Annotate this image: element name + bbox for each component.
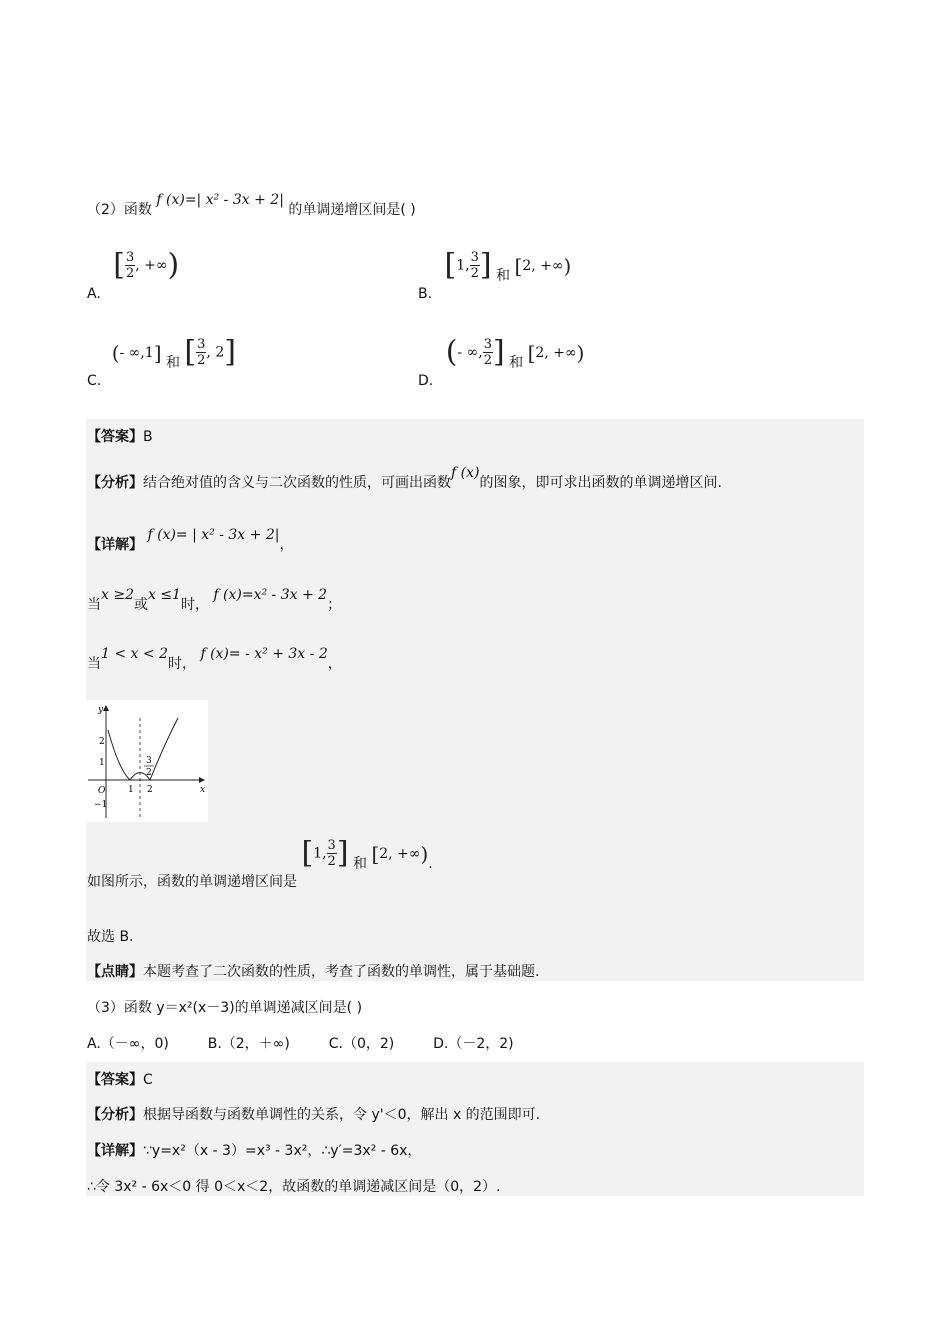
analysis-fx: f (x) <box>451 465 480 481</box>
conclusion-end: . <box>428 855 433 872</box>
analysis-text: 根据导函数与函数单调性的关系，令 y'＜0，解出 x 的范围即可. <box>143 1107 541 1123</box>
case1-time: 时， <box>180 597 209 613</box>
q3-option-b[interactable]: B.（2，＋∞) <box>207 1036 290 1052</box>
option-b-interval2: [2, +∞) <box>514 253 572 278</box>
case2-cond: 1 < x < 2 <box>101 646 168 662</box>
option-c-conj: 和 <box>165 354 180 371</box>
case2-formula: f (x)= - x² + 3x - 2 <box>200 646 328 662</box>
option-a-interval: [ $\frac{3}{2}$ , +∞) <box>113 247 180 283</box>
comment-text: 本题考查了二次函数的性质，考查了函数的单调性，属于基础题. <box>143 964 540 980</box>
option-label: C. <box>87 372 102 389</box>
q2-option-b[interactable] <box>418 247 572 302</box>
case2-end: ， <box>327 656 342 672</box>
option-c-interval1: (- ∞,1] <box>111 340 162 365</box>
x-tick-2: 2 <box>147 785 153 795</box>
option-b-interval1: [1, $\frac{3}{2}$ ] <box>444 247 492 283</box>
case1-end: ； <box>327 597 342 613</box>
analysis-text-2: 的图象，即可求出函数的单调递增区间. <box>479 475 722 491</box>
q2-conclusion: 如图所示，函数的单调递增区间是 [1, $\frac{3}{2}$ ] 和 [2, +∞). <box>87 835 433 890</box>
y-tick-2: 2 <box>99 737 105 747</box>
option-d-conj: 和 <box>509 354 524 371</box>
q2-case-2 <box>87 646 342 673</box>
conclusion-text: 如图所示，函数的单调递增区间是 <box>87 873 297 890</box>
q2-stem <box>87 192 416 219</box>
detail-tag: 【详解】 <box>87 1143 143 1159</box>
case1-cond2: x ≤1 <box>147 587 181 603</box>
function-graph <box>86 700 208 822</box>
detail-comma: ， <box>279 537 294 553</box>
option-label: A. <box>87 285 101 302</box>
q3-option-d[interactable]: D.（－2，2) <box>433 1036 514 1052</box>
q2-answer <box>87 426 153 446</box>
q2-option-d[interactable] <box>418 334 585 389</box>
option-label: D. <box>418 372 434 389</box>
case1-cond1: x ≥2 <box>101 587 134 603</box>
detail-formula: f (x)= | x² - 3x + 2| <box>147 527 280 543</box>
case1-formula: f (x)=x² - 3x + 2 <box>213 587 328 603</box>
q2-case-1 <box>87 587 342 614</box>
y-tick-1: 1 <box>99 758 105 768</box>
option-b-conj: 和 <box>496 267 511 284</box>
frac-num: 3 <box>146 756 152 766</box>
frac-den: 2 <box>146 768 152 778</box>
option-d-interval1: (- ∞, $\frac{3}{2}$ ] <box>445 334 505 370</box>
case1-when: 当 <box>87 597 101 613</box>
q2-option-c[interactable] <box>87 334 236 389</box>
graph-svg <box>86 700 208 822</box>
q3-detail <box>87 1140 421 1160</box>
conclusion-conj: 和 <box>352 855 367 872</box>
answer-value: B <box>143 429 153 445</box>
analysis-tag: 【分析】 <box>87 1107 143 1123</box>
answer-tag: 【答案】 <box>87 429 143 445</box>
x-tick-1: 1 <box>128 785 134 795</box>
q2-option-a[interactable] <box>87 247 180 302</box>
q2-analysis <box>87 465 722 492</box>
q3-options <box>87 1033 514 1053</box>
analysis-tag: 【分析】 <box>87 475 143 491</box>
q2-intro: （2）函数 <box>87 202 152 218</box>
detail-text: ∵y=x²（x - 3）=x³ - 3x²，∴y′=3x² - 6x， <box>143 1143 422 1159</box>
detail-tag: 【详解】 <box>87 537 143 553</box>
q3-answer <box>87 1069 153 1089</box>
comment-tag: 【点睛】 <box>87 964 143 980</box>
case2-when: 当 <box>87 656 101 672</box>
q2-detail <box>87 527 294 554</box>
case1-or: 或 <box>133 597 148 613</box>
option-d-interval2: [2, +∞) <box>527 340 585 365</box>
option-label: B. <box>418 285 433 302</box>
graph-curve <box>108 718 178 780</box>
answer-value: C <box>143 1072 153 1088</box>
q2-comment <box>87 961 539 981</box>
q3-analysis <box>87 1104 540 1124</box>
q3-option-a[interactable]: A.（－∞，0) <box>87 1036 169 1052</box>
q2-choose: 故选 B. <box>87 929 134 945</box>
q2-formula: f (x)=| x² - 3x + 2| <box>156 192 284 208</box>
x-axis-label: x <box>200 785 206 795</box>
q3-last-line: ∴令 3x² - 6x＜0 得 0＜x＜2，故函数的单调递减区间是（0，2）. <box>87 1179 501 1195</box>
option-c-interval2: [ $\frac{3}{2}$ , 2] <box>184 334 236 370</box>
y-axis-label: y <box>98 705 104 715</box>
conclusion-interval1: [1, $\frac{3}{2}$ ] <box>301 835 349 871</box>
case2-time: 时， <box>167 656 196 672</box>
q3-option-c[interactable]: C.（0，2) <box>328 1036 395 1052</box>
origin-label: O <box>98 786 106 796</box>
analysis-text-1: 结合绝对值的含义与二次函数的性质，可画出函数 <box>143 475 451 491</box>
q3-stem: （3）函数 y＝x²(x－3)的单调递减区间是( ) <box>87 1000 363 1016</box>
answer-tag: 【答案】 <box>87 1072 143 1088</box>
y-tick-neg1: −1 <box>94 800 108 810</box>
q2-suffix: 的单调递增区间是( ) <box>288 202 416 218</box>
